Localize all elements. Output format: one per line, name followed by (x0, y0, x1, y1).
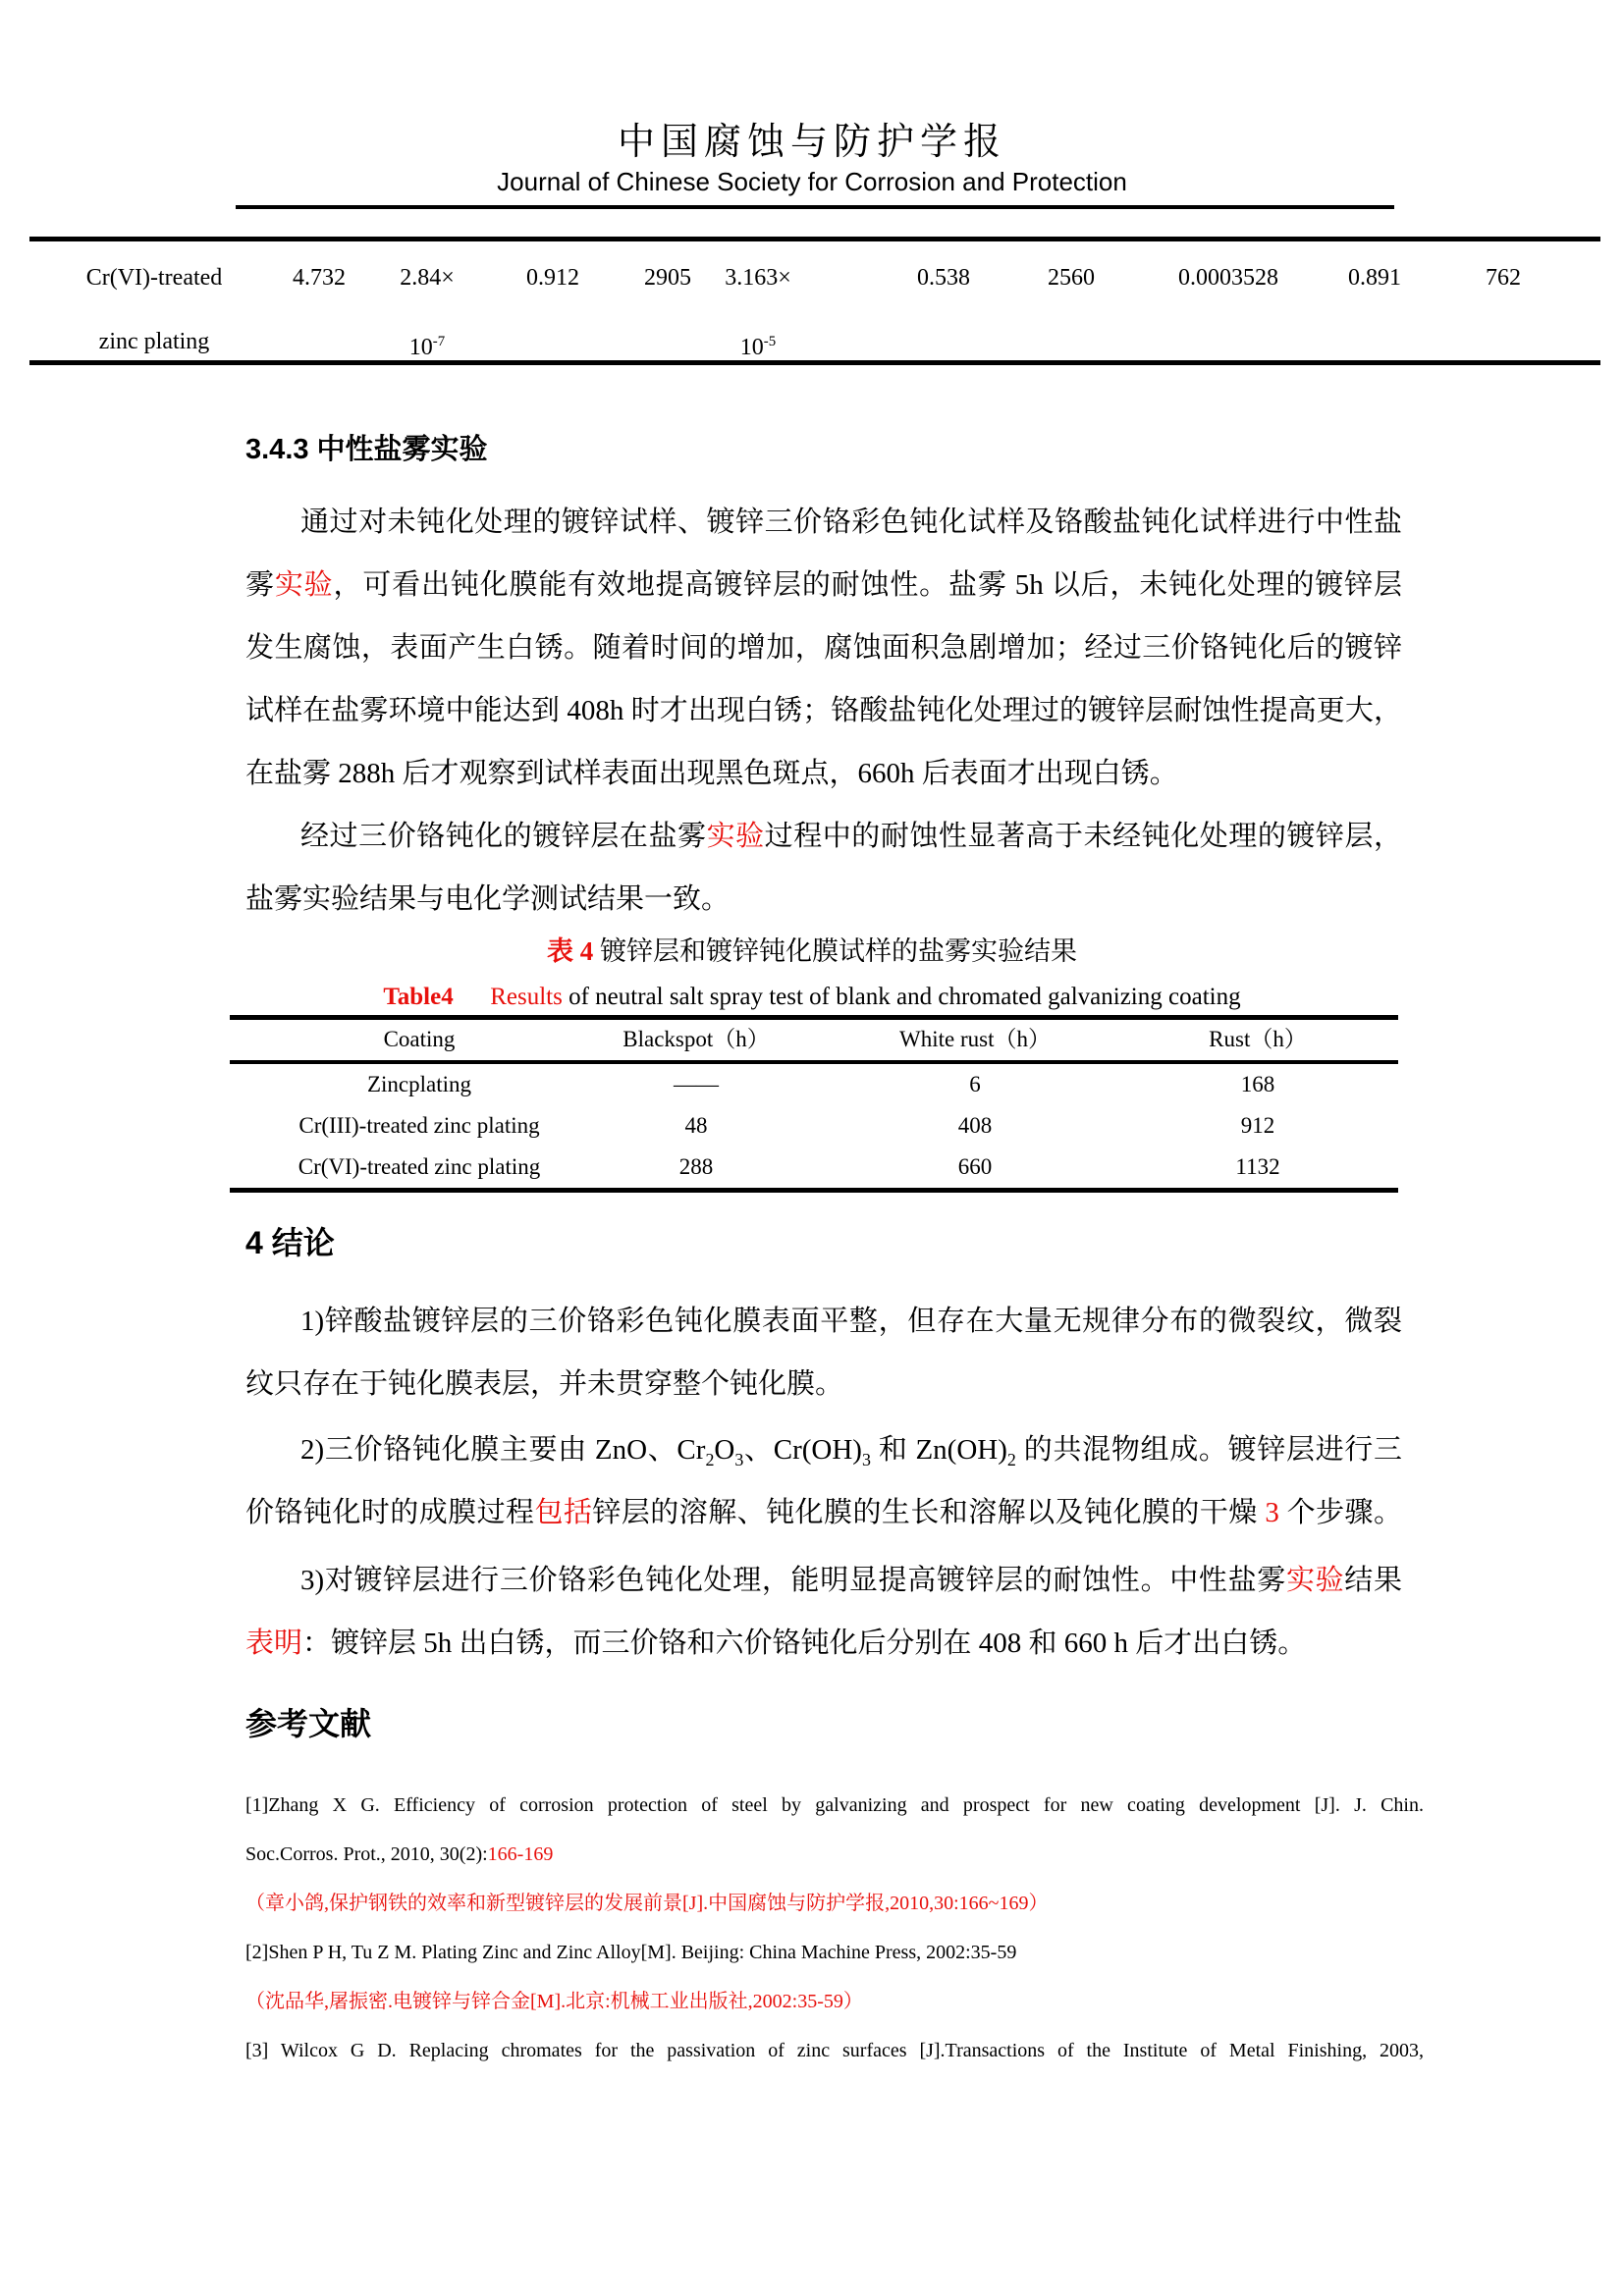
table-cell: Cr(VI)-treated zinc plating (298, 1154, 541, 1179)
table-cell: 1132 (1235, 1154, 1280, 1179)
text-line: 试样在盐雾环境中能达到 408h 时才出现白锈；铬酸盐钝化处理过的镀锌层耐蚀性提高更大， (245, 695, 1402, 726)
table4-header-border (230, 1060, 1398, 1064)
text-line: 1)锌酸盐镀锌层的三价铬彩色钝化膜表面平整，但存在大量无规律分布的微裂纹，微裂 (300, 1306, 1402, 1337)
text-line: 2)三价铬钝化膜主要由 ZnO、$Cr_2O_3$、$Cr(OH)_3$ 和 $Zn(OH)_2$ 的共混物组成。镀锌层进行三 (300, 1434, 1402, 1469)
cell-line: Cr(VI)-treated (85, 265, 223, 291)
cell-line: 0.538 (917, 265, 970, 291)
journal-title-en: Journal of Chinese Society for Corrosion and Protection (497, 167, 1127, 196)
text-line: 纹只存在于钝化膜表层，并未贯穿整个钝化膜。 (245, 1368, 844, 1400)
table4-caption-en: Table4 Results of neutral salt spray test of blank and chromated galvanizing coating (383, 984, 1241, 1010)
cell-line: 0.912 (526, 265, 579, 291)
cell-line: 762 (1486, 265, 1521, 291)
section-heading-343: 3.4.3 中性盐雾实验 (245, 434, 488, 465)
reference-line: [3] Wilcox G D. Replacing chromates for the passivation of zinc surfaces [J].Transactions of the Institute of Metal Finishing, 2003, (245, 2040, 1424, 2061)
table4-caption-zh: 表 4 镀锌层和镀锌钝化膜试样的盐雾实验结果 (547, 936, 1077, 966)
table-cell: —— (674, 1072, 719, 1096)
column-header: Rust（h） (1209, 1027, 1307, 1051)
table-cell: Cr(III)-treated zinc plating (298, 1113, 540, 1138)
header-rule (236, 205, 1394, 209)
table-cell (725, 263, 791, 360)
table-cell (400, 263, 455, 360)
cell-line: 2905 (644, 265, 691, 291)
conclusion-paragraph-1 (245, 1290, 1402, 1415)
text-line: 通过对未钝化处理的镀锌试样、镀锌三价铬彩色钝化试样及铬酸盐钝化试样进行中性盐 (300, 507, 1402, 538)
reference-line: [2]Shen P H, Tu Z M. Plating Zinc and Zinc Alloy[M]. Beijing: China Machine Press, 2002:35-59 (245, 1942, 1017, 1963)
table-cell (1048, 263, 1095, 293)
text-line: 雾实验，可看出钝化膜能有效地提高镀锌层的耐蚀性。盐雾 5h 以后，未钝化处理的镀锌层 (245, 569, 1402, 601)
reference-line: Soc.Corros. Prot., 2010, 30(2):166-169 (245, 1843, 554, 1865)
text-line: 在盐雾 288h 后才观察到试样表面出现黑色斑点，660h 后表面才出现白锈。 (245, 758, 1178, 789)
column-header: Coating (383, 1027, 456, 1051)
text-line: 发生腐蚀，表面产生白锈。随着时间的增加，腐蚀面积急剧增加；经过三价铬钝化后的镀锌 (245, 632, 1402, 664)
text-line: 经过三价铬钝化的镀锌层在盐雾实验过程中的耐蚀性显著高于未经钝化处理的镀锌层， (300, 821, 1402, 852)
table-cell: 6 (969, 1072, 981, 1096)
table-cell (526, 263, 579, 293)
table-cell (1178, 263, 1278, 293)
table-cell (1486, 263, 1521, 293)
table-cell: 912 (1240, 1113, 1275, 1138)
text-line: 3)对镀锌层进行三价铬彩色钝化处理，能明显提高镀锌层的耐蚀性。中性盐雾实验结果 (300, 1565, 1402, 1596)
reference-line: [1]Zhang X G. Efficiency of corrosion protection of steel by galvanizing and prospect for new coating development [J]. J. Chin. (245, 1794, 1424, 1816)
table-cell: 288 (678, 1154, 714, 1179)
section-343-paragraphs (245, 491, 1402, 931)
column-header: Blackspot（h） (623, 1027, 770, 1051)
conclusion-paragraph-2 (245, 1418, 1402, 1544)
table-cell: 48 (684, 1113, 708, 1138)
table-cell (293, 263, 346, 293)
cell-line: zinc plating (98, 329, 210, 354)
table-bottom-border (29, 360, 1600, 365)
table-cell (644, 263, 691, 293)
table4-bottom-border (230, 1188, 1398, 1193)
table-cell-coating (86, 263, 223, 356)
references-heading: 参考文献 (245, 1706, 372, 1741)
reference-line: （章小鸽,保护钢铁的效率和新型镀锌层的发展前景[J].中国腐蚀与防护学报,2010,30:166~169） (245, 1893, 1049, 1914)
cell-line: 4.732 (293, 265, 346, 291)
text-line: 价铬钝化时的成膜过程包括锌层的溶解、钝化膜的生长和溶解以及钝化膜的干燥 3 个步骤。 (245, 1497, 1402, 1528)
table-cell: 168 (1240, 1072, 1275, 1096)
conclusion-paragraph-3 (245, 1549, 1402, 1675)
cell-line: 2.84× (400, 265, 455, 291)
table-cell: 660 (957, 1154, 993, 1179)
cell-line: $10^{-7}$ (408, 334, 446, 360)
text-line: 表明：镀锌层 5h 出白锈，而三价铬和六价铬钝化后分别在 408 和 660 h 后才出白锈。 (245, 1628, 1307, 1659)
cell-line: $10^{-5}$ (739, 334, 777, 360)
table4-top-border (230, 1015, 1398, 1020)
cell-line: 0.891 (1348, 265, 1401, 291)
cell-line: 0.0003528 (1178, 265, 1278, 291)
table-top-border (29, 237, 1600, 241)
cell-line: 2560 (1048, 265, 1095, 291)
journal-title-zh: 中国腐蚀与防护学报 (617, 122, 1006, 163)
table-cell (1348, 263, 1401, 293)
column-header: White rust（h） (899, 1027, 1051, 1051)
table-cell: Zincplating (366, 1072, 472, 1096)
table-cell (917, 263, 970, 293)
references-list (245, 1781, 1424, 2075)
table-cell: 408 (957, 1113, 993, 1138)
reference-line: （沈品华,屠振密.电镀锌与锌合金[M].北京:机械工业出版社,2002:35-59） (245, 1991, 863, 2012)
text-line: 盐雾实验结果与电化学测试结果一致。 (245, 883, 731, 915)
cell-line: 3.163× (725, 265, 791, 291)
section-heading-conclusion: 4 结论 (245, 1225, 335, 1260)
